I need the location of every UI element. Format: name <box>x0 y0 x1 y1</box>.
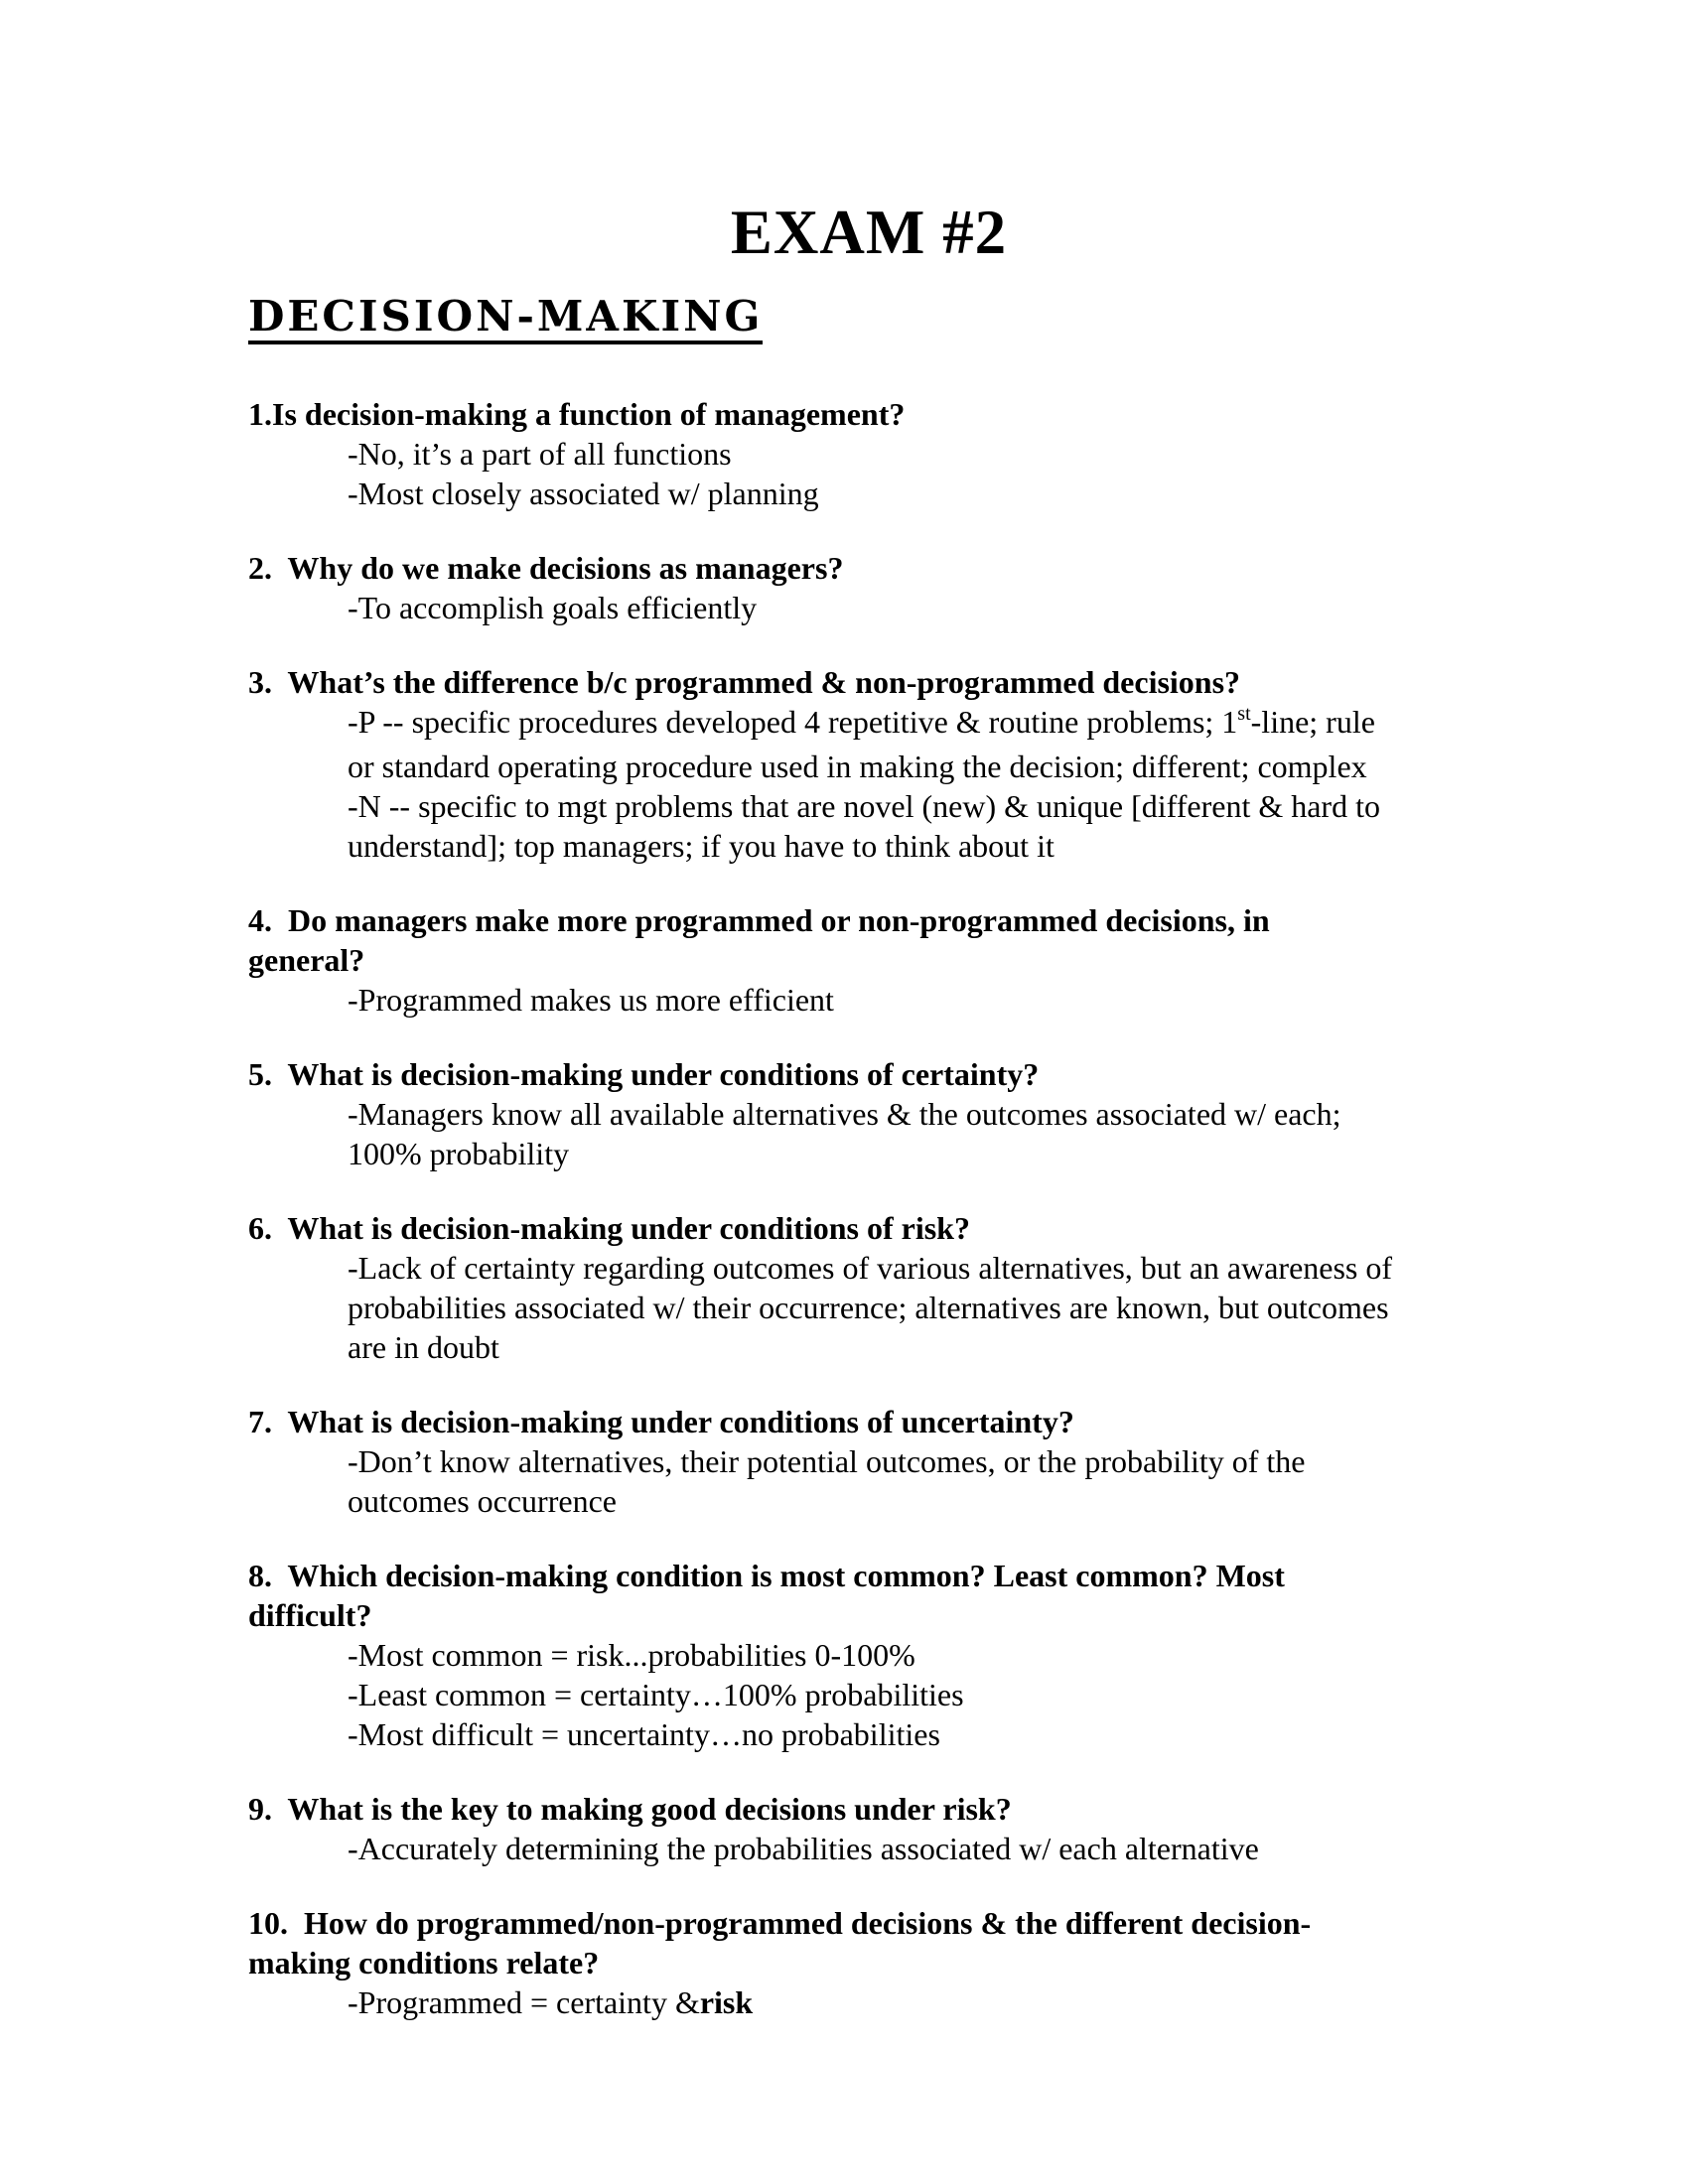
question-block-5 <box>248 1054 1489 1173</box>
question-5-text: 5. What is decision-making under conditions of certainty? <box>248 1056 1040 1092</box>
question-9-answer-line: -Accurately determining the probabilities associated w/ each alternative <box>348 1831 1259 1866</box>
question-block-9 <box>248 1789 1489 1868</box>
question-4-answer-line: -Programmed makes us more efficient <box>348 982 834 1018</box>
question-8-answer-line: -Most common = risk...probabilities 0-100% <box>348 1637 915 1673</box>
question-block-6 <box>248 1208 1489 1367</box>
question-10-answer-line <box>248 1982 1489 2022</box>
question-8-answer-line: -Least common = certainty…100% probabilities <box>348 1677 964 1712</box>
question-block-4 <box>248 900 1489 1020</box>
question-9-text: 9. What is the key to making good decisions under risk? <box>248 1791 1012 1827</box>
question-block-3 <box>248 662 1489 866</box>
section-heading <box>248 294 1489 344</box>
question-1-answer-line: -Most closely associated w/ planning <box>348 476 819 511</box>
section-heading-text: DECISION-MAKING <box>248 294 763 344</box>
question-8-text-continued: difficult? <box>248 1597 372 1633</box>
question-4-text-continued: general? <box>248 942 365 978</box>
question-7-answer-line: outcomes occurrence <box>348 1483 617 1519</box>
question-7-text: 7. What is decision-making under conditions of uncertainty? <box>248 1404 1074 1439</box>
answer-bold-segment: risk <box>699 1984 754 2020</box>
answer-text-segment: -line; rule <box>1250 704 1375 740</box>
question-list <box>248 394 1489 2022</box>
page-title: EXAM #2 <box>730 198 1008 267</box>
question-1-answer-line: -No, it’s a part of all functions <box>348 436 732 472</box>
question-block-1 <box>248 394 1489 513</box>
question-8-answer-line: -Most difficult = uncertainty…no probabilities <box>348 1716 940 1752</box>
question-5-answer-line: -Managers know all available alternatives & the outcomes associated w/ each; <box>348 1096 1341 1132</box>
question-7-answer-line: -Don’t know alternatives, their potential outcomes, or the probability of the <box>348 1443 1306 1479</box>
question-8-text: 8. Which decision-making condition is most common? Least common? Most <box>248 1558 1285 1593</box>
question-10-text: 10. How do programmed/non-programmed decisions & the different decision- <box>248 1905 1312 1941</box>
question-block-2 <box>248 548 1489 627</box>
question-6-answer-line: are in doubt <box>348 1329 499 1365</box>
question-10-text-continued: making conditions relate? <box>248 1945 600 1980</box>
question-3-answer-line: understand]; top managers; if you have to think about it <box>348 828 1055 864</box>
question-2-answer-line: -To accomplish goals efficiently <box>348 590 758 625</box>
question-1-text: 1.Is decision-making a function of management? <box>248 396 906 432</box>
question-block-8 <box>248 1556 1489 1754</box>
question-6-text: 6. What is decision-making under conditions of risk? <box>248 1210 970 1246</box>
superscript-ordinal: st <box>1237 703 1251 725</box>
question-6-answer-line: probabilities associated w/ their occurrence; alternatives are known, but outcomes <box>348 1290 1389 1325</box>
question-3-answer-line <box>248 702 1489 747</box>
answer-text-segment: -Programmed = certainty & <box>348 1984 700 2020</box>
answer-text-segment: -P -- specific procedures developed 4 repetitive & routine problems; 1 <box>348 704 1238 740</box>
question-4-text: 4. Do managers make more programmed or non-programmed decisions, in <box>248 902 1270 938</box>
question-block-7 <box>248 1402 1489 1521</box>
question-5-answer-line: 100% probability <box>348 1136 570 1171</box>
question-block-10 <box>248 1903 1489 2022</box>
question-3-answer-line: or standard operating procedure used in making the decision; different; complex <box>348 749 1367 784</box>
question-6-answer-line: -Lack of certainty regarding outcomes of various alternatives, but an awareness of <box>348 1250 1393 1286</box>
question-2-text: 2. Why do we make decisions as managers? <box>248 550 844 586</box>
question-3-text: 3. What’s the difference b/c programmed & non-programmed decisions? <box>248 664 1241 700</box>
question-3-answer-line: -N -- specific to mgt problems that are novel (new) & unique [different & hard to <box>348 788 1380 824</box>
